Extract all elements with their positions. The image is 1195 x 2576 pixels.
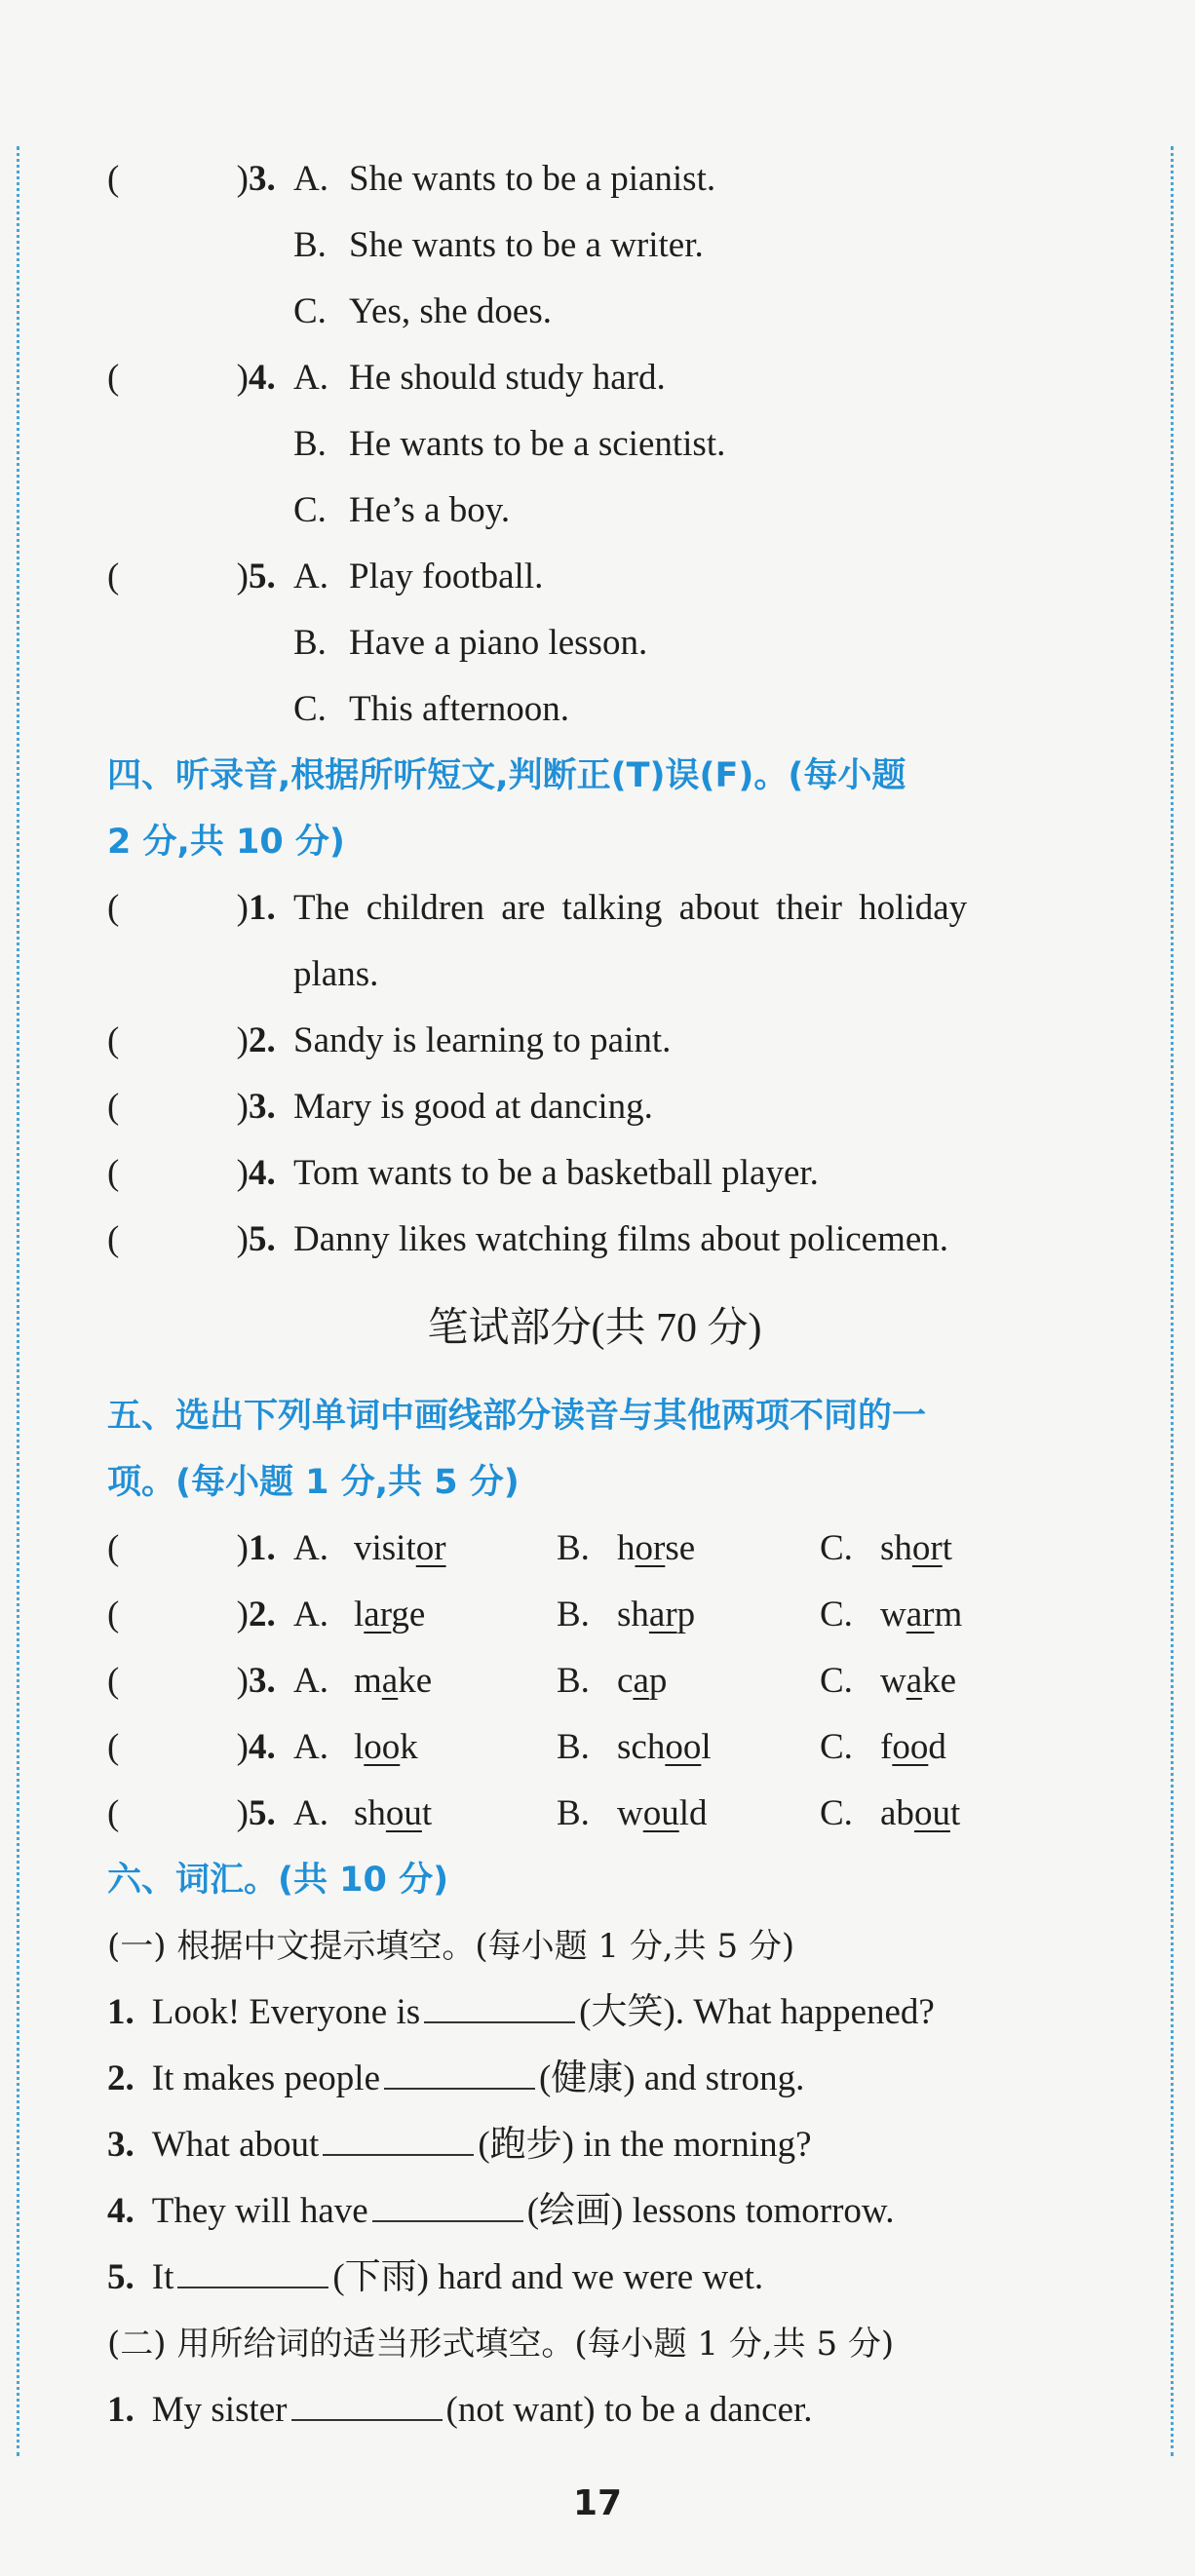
fill-in-question-4: 4. They will have (绘画) lessons tomorrow. — [107, 2178, 1082, 2245]
option-text: She wants to be a pianist. — [349, 159, 716, 199]
word: horse — [617, 1528, 696, 1568]
word-option: A. make — [293, 1648, 557, 1714]
statement-text: Sandy is learning to paint. — [293, 1020, 672, 1060]
statement-text: Tom wants to be a basketball player. — [293, 1153, 819, 1193]
listening-question-5: ( ) 5. A. Play football. B. Have a piano lesson. C. This afternoon. — [107, 544, 1082, 743]
left-dotted-margin — [17, 146, 19, 2456]
pronunciation-question-5: ( ) 5. A. shout B. would C. about — [107, 1781, 1082, 1847]
underlined-part: ou — [913, 1793, 950, 1833]
underlined-part: or — [635, 1528, 666, 1568]
section-6-heading: 六、词汇。(共 10 分) — [107, 1861, 449, 1900]
word-option: A. large — [293, 1582, 557, 1648]
fill-in-question-3: 3. What about (跑步) in the morning? — [107, 2112, 1082, 2178]
worksheet-content — [107, 146, 1082, 2443]
word-option: C. short — [820, 1516, 952, 1582]
section-4-heading: 四、听录音,根据所听短文,判断正(T)误(F)。(每小题 2 分,共 10 分) — [107, 756, 906, 862]
fill-in-part-1 — [107, 1980, 1082, 2311]
statement-text: The children are talking about their holiday — [293, 888, 968, 928]
word: food — [880, 1727, 946, 1767]
fill-in-question-1: 1. My sister (not want) to be a dancer. — [107, 2377, 1082, 2443]
pronunciation-rows — [107, 1516, 1082, 1847]
underlined-part: oo — [892, 1727, 929, 1767]
word-option: C. food — [820, 1714, 946, 1781]
word: large — [354, 1595, 426, 1634]
part-2-heading: (二) 用所给词的适当形式填空。(每小题 1 分,共 5 分) — [107, 2325, 895, 2364]
word: cap — [617, 1661, 668, 1701]
answer-blank[interactable] — [177, 2253, 328, 2288]
question-number: 5. — [249, 557, 276, 596]
listening-question-3: ( ) 3. A. She wants to be a pianist. B. She wants to be a writer. C. Yes, she does. — [107, 146, 1082, 345]
fill-in-question-5: 5. It (下雨) hard and we were wet. — [107, 2245, 1082, 2311]
answer-blank[interactable] — [323, 2121, 474, 2156]
part-1-heading: (一) 根据中文提示填空。(每小题 1 分,共 5 分) — [107, 1927, 795, 1966]
answer-blank[interactable] — [424, 1988, 575, 2023]
question-number: 3. — [249, 159, 276, 199]
word-option: B. horse — [557, 1516, 820, 1582]
word: school — [617, 1727, 712, 1767]
word: look — [354, 1727, 418, 1767]
underlined-part: or — [911, 1528, 943, 1568]
option-text: This afternoon. — [349, 689, 570, 729]
fill-in-part-2 — [107, 2377, 1082, 2443]
option-text: Yes, she does. — [349, 291, 552, 331]
section-5-heading: 五、选出下列单词中画线部分读音与其他两项不同的一 项。(每小题 1 分,共 5 分) — [107, 1397, 927, 1502]
listening-question-4: ( ) 4. A. He should study hard. B. He wants to be a scientist. C. He’s a boy. — [107, 345, 1082, 544]
word: about — [880, 1793, 961, 1833]
option-text: He should study hard. — [349, 358, 666, 398]
option-text: Have a piano lesson. — [349, 623, 648, 663]
underlined-part: ou — [385, 1793, 422, 1833]
underlined-part: ar — [906, 1595, 935, 1634]
fill-in-question-1: 1. Look! Everyone is (大笑). What happened? — [107, 1980, 1082, 2046]
answer-blank[interactable] — [384, 2055, 535, 2090]
question-number: 4. — [249, 358, 276, 398]
tf-question-1: ( ) 1. The children are talking about their holiday — [107, 875, 1082, 942]
option-text: He wants to be a scientist. — [349, 424, 726, 464]
answer-blank[interactable] — [372, 2187, 523, 2222]
right-dotted-margin — [1171, 146, 1174, 2456]
word: shout — [354, 1793, 433, 1833]
written-part-title: 笔试部分(共 70 分) — [427, 1303, 762, 1351]
tf-question-5: ( ) 5. Danny likes watching films about policemen. — [107, 1207, 1082, 1273]
word: wake — [880, 1661, 957, 1701]
word-option: B. cap — [557, 1648, 820, 1714]
word-option: B. school — [557, 1714, 820, 1781]
option-text: He’s a boy. — [349, 490, 511, 530]
underlined-part: a — [381, 1661, 399, 1701]
statement-text: Danny likes watching films about policemen. — [293, 1219, 949, 1259]
answer-blank[interactable] — [291, 2386, 443, 2421]
page-number: 17 — [572, 2483, 623, 2523]
word-option: B. would — [557, 1781, 820, 1847]
underlined-part: a — [906, 1661, 923, 1701]
word-option: A. visitor — [293, 1516, 557, 1582]
tf-question-3: ( ) 3. Mary is good at dancing. — [107, 1074, 1082, 1140]
pronunciation-question-3: ( ) 3. A. make B. cap C. wake — [107, 1648, 1082, 1714]
option-text: Play football. — [349, 557, 544, 596]
word: sharp — [617, 1595, 696, 1634]
tf-question-2: ( ) 2. Sandy is learning to paint. — [107, 1008, 1082, 1074]
fill-in-question-2: 2. It makes people (健康) and strong. — [107, 2046, 1082, 2112]
word: would — [617, 1793, 708, 1833]
option-text: She wants to be a writer. — [349, 225, 704, 265]
underlined-part: or — [415, 1528, 446, 1568]
pronunciation-question-2: ( ) 2. A. large B. sharp C. warm — [107, 1582, 1082, 1648]
underlined-part: ar — [648, 1595, 677, 1634]
word-option: A. look — [293, 1714, 557, 1781]
pronunciation-question-1: ( ) 1. A. visitor B. horse C. short — [107, 1516, 1082, 1582]
underlined-part: oo — [665, 1727, 702, 1767]
underlined-part: a — [633, 1661, 649, 1701]
statement-text-continued: plans. — [293, 954, 379, 994]
word-option: C. about — [820, 1781, 960, 1847]
tf-question-4: ( ) 4. Tom wants to be a basketball player. — [107, 1140, 1082, 1207]
word: visitor — [354, 1528, 446, 1568]
word-option: A. shout — [293, 1781, 557, 1847]
statement-text: Mary is good at dancing. — [293, 1087, 653, 1127]
word-option: C. wake — [820, 1648, 956, 1714]
word: make — [354, 1661, 433, 1701]
pronunciation-question-4: ( ) 4. A. look B. school C. food — [107, 1714, 1082, 1781]
word: short — [880, 1528, 953, 1568]
underlined-part: ou — [642, 1793, 679, 1833]
word: warm — [880, 1595, 963, 1634]
word-option: B. sharp — [557, 1582, 820, 1648]
underlined-part: ar — [364, 1595, 392, 1634]
word-option: C. warm — [820, 1582, 962, 1648]
underlined-part: oo — [364, 1727, 401, 1767]
